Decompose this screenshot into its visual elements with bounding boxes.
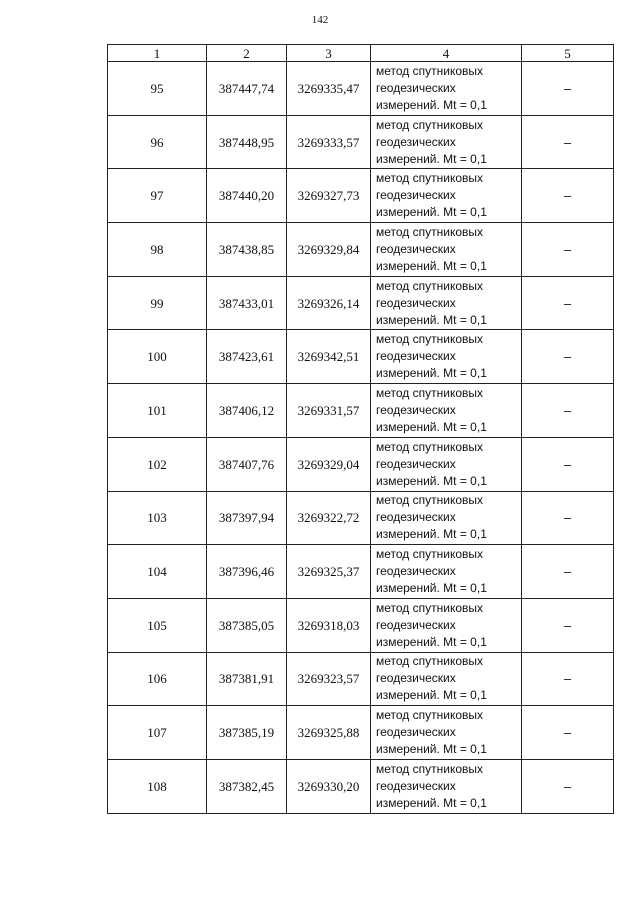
method-cell [371, 115, 522, 169]
method-cell [371, 652, 522, 706]
y-coordinate-cell: 3269335,47 [287, 62, 371, 116]
point-number-cell: 98 [108, 223, 207, 277]
x-coordinate-cell: 387447,74 [207, 62, 287, 116]
method-cell [371, 62, 522, 116]
y-coordinate-cell: 3269327,73 [287, 169, 371, 223]
header-col-4: 4 [371, 45, 522, 62]
table-row [108, 759, 614, 813]
y-coordinate-cell: 3269333,57 [287, 115, 371, 169]
header-row [108, 45, 614, 62]
method-line: измерений. Mt = 0,1 [376, 97, 487, 112]
method-line: измерений. Mt = 0,1 [376, 795, 487, 810]
header-col-5: 5 [522, 45, 614, 62]
note-cell: – [522, 62, 614, 116]
method-line: геодезических [376, 778, 456, 793]
y-coordinate-cell: 3269322,72 [287, 491, 371, 545]
x-coordinate-cell: 387397,94 [207, 491, 287, 545]
method-cell [371, 276, 522, 330]
method-line: измерений. Mt = 0,1 [376, 366, 487, 381]
method-line: метод спутниковых [376, 547, 484, 562]
x-coordinate-cell: 387381,91 [207, 652, 287, 706]
method-line: измерений. Mt = 0,1 [376, 258, 487, 273]
y-coordinate-cell: 3269325,88 [287, 706, 371, 760]
method-line: метод спутниковых [376, 493, 484, 508]
y-coordinate-cell: 3269329,04 [287, 437, 371, 491]
method-line: измерений. Mt = 0,1 [376, 688, 487, 703]
point-number-cell: 102 [108, 437, 207, 491]
table-header [108, 45, 614, 62]
table-row [108, 706, 614, 760]
table-row [108, 223, 614, 277]
method-line: геодезических [376, 349, 456, 364]
method-line: геодезических [376, 295, 456, 310]
method-line: геодезических [376, 80, 456, 95]
method-line: геодезических [376, 188, 456, 203]
note-cell: – [522, 759, 614, 813]
table-row [108, 115, 614, 169]
method-line: метод спутниковых [376, 600, 484, 615]
x-coordinate-cell: 387396,46 [207, 545, 287, 599]
y-coordinate-cell: 3269325,37 [287, 545, 371, 599]
method-line: геодезических [376, 564, 456, 579]
note-cell: – [522, 437, 614, 491]
method-line: метод спутниковых [376, 654, 484, 669]
table-row [108, 276, 614, 330]
point-number-cell: 105 [108, 598, 207, 652]
method-line: измерений. Mt = 0,1 [376, 205, 487, 220]
table-row [108, 598, 614, 652]
x-coordinate-cell: 387423,61 [207, 330, 287, 384]
point-number-cell: 101 [108, 384, 207, 438]
table-row [108, 384, 614, 438]
point-number-cell: 95 [108, 62, 207, 116]
coordinates-table [107, 44, 614, 814]
method-line: измерений. Mt = 0,1 [376, 742, 487, 757]
method-line: метод спутниковых [376, 708, 484, 723]
note-cell: – [522, 223, 614, 277]
point-number-cell: 106 [108, 652, 207, 706]
x-coordinate-cell: 387438,85 [207, 223, 287, 277]
note-cell: – [522, 115, 614, 169]
method-line: геодезических [376, 617, 456, 632]
method-cell [371, 545, 522, 599]
header-col-3: 3 [287, 45, 371, 62]
table-row [108, 491, 614, 545]
method-line: измерений. Mt = 0,1 [376, 527, 487, 542]
method-line: геодезических [376, 725, 456, 740]
table-row [108, 652, 614, 706]
method-cell [371, 169, 522, 223]
y-coordinate-cell: 3269318,03 [287, 598, 371, 652]
table-row [108, 169, 614, 223]
y-coordinate-cell: 3269329,84 [287, 223, 371, 277]
y-coordinate-cell: 3269323,57 [287, 652, 371, 706]
method-cell [371, 384, 522, 438]
x-coordinate-cell: 387406,12 [207, 384, 287, 438]
method-cell [371, 437, 522, 491]
note-cell: – [522, 652, 614, 706]
x-coordinate-cell: 387448,95 [207, 115, 287, 169]
x-coordinate-cell: 387440,20 [207, 169, 287, 223]
method-line: геодезических [376, 456, 456, 471]
method-line: метод спутниковых [376, 63, 484, 78]
y-coordinate-cell: 3269330,20 [287, 759, 371, 813]
note-cell: – [522, 384, 614, 438]
method-line: измерений. Mt = 0,1 [376, 312, 487, 327]
method-line: метод спутниковых [376, 117, 484, 132]
point-number-cell: 103 [108, 491, 207, 545]
method-cell [371, 491, 522, 545]
y-coordinate-cell: 3269331,57 [287, 384, 371, 438]
method-line: измерений. Mt = 0,1 [376, 473, 487, 488]
x-coordinate-cell: 387385,05 [207, 598, 287, 652]
note-cell: – [522, 491, 614, 545]
table-row [108, 330, 614, 384]
point-number-cell: 99 [108, 276, 207, 330]
table-row [108, 62, 614, 116]
method-line: измерений. Mt = 0,1 [376, 581, 487, 596]
point-number-cell: 104 [108, 545, 207, 599]
x-coordinate-cell: 387382,45 [207, 759, 287, 813]
point-number-cell: 100 [108, 330, 207, 384]
note-cell: – [522, 330, 614, 384]
method-line: метод спутниковых [376, 224, 484, 239]
method-cell [371, 759, 522, 813]
table-body [108, 62, 614, 814]
method-cell [371, 223, 522, 277]
x-coordinate-cell: 387433,01 [207, 276, 287, 330]
method-cell [371, 330, 522, 384]
method-line: метод спутниковых [376, 278, 484, 293]
table-row [108, 545, 614, 599]
header-col-1: 1 [108, 45, 207, 62]
method-line: геодезических [376, 241, 456, 256]
method-cell [371, 598, 522, 652]
point-number-cell: 107 [108, 706, 207, 760]
page-number: 142 [311, 14, 329, 26]
method-line: метод спутниковых [376, 332, 484, 347]
method-line: измерений. Mt = 0,1 [376, 634, 487, 649]
point-number-cell: 108 [108, 759, 207, 813]
method-line: метод спутниковых [376, 171, 484, 186]
point-number-cell: 96 [108, 115, 207, 169]
method-line: геодезических [376, 402, 456, 417]
method-line: метод спутниковых [376, 385, 484, 400]
note-cell: – [522, 545, 614, 599]
method-line: геодезических [376, 671, 456, 686]
method-line: метод спутниковых [376, 761, 484, 776]
method-line: метод спутниковых [376, 439, 484, 454]
y-coordinate-cell: 3269326,14 [287, 276, 371, 330]
method-line: геодезических [376, 134, 456, 149]
method-cell [371, 706, 522, 760]
header-col-2: 2 [207, 45, 287, 62]
note-cell: – [522, 598, 614, 652]
method-line: измерений. Mt = 0,1 [376, 419, 487, 434]
method-line: измерений. Mt = 0,1 [376, 151, 487, 166]
note-cell: – [522, 706, 614, 760]
note-cell: – [522, 276, 614, 330]
y-coordinate-cell: 3269342,51 [287, 330, 371, 384]
table-row [108, 437, 614, 491]
note-cell: – [522, 169, 614, 223]
x-coordinate-cell: 387407,76 [207, 437, 287, 491]
point-number-cell: 97 [108, 169, 207, 223]
method-line: геодезических [376, 510, 456, 525]
x-coordinate-cell: 387385,19 [207, 706, 287, 760]
